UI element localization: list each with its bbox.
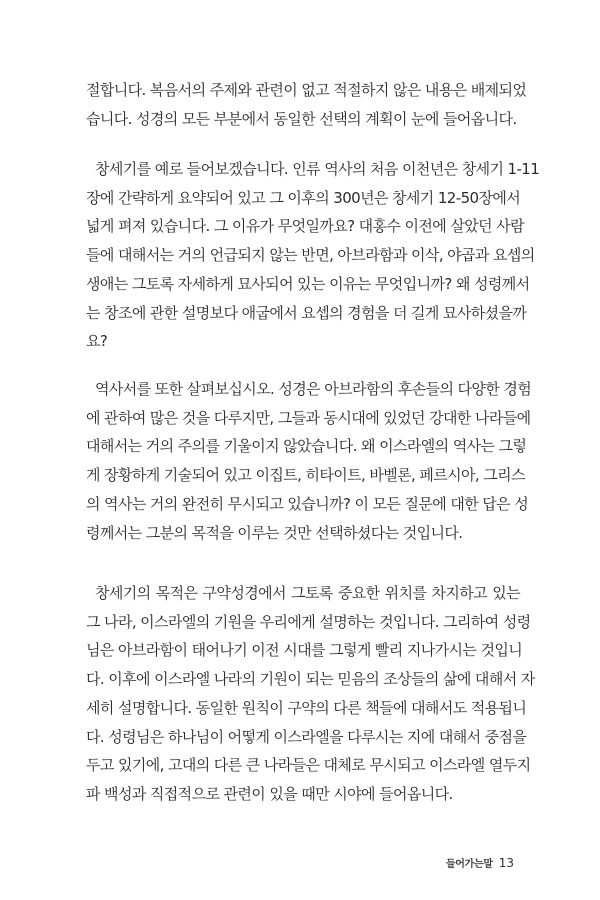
paragraph-continued (86, 76, 527, 133)
text-line: 의 역사는 거의 완전히 무시되고 있습니까? 이 모든 질문에 대한 답은 성 (86, 494, 529, 513)
text-line: 두고 있기에, 고대의 다른 큰 나라들은 대체로 무시되고 이스라엘 열두지 (86, 756, 531, 775)
text-line: 파 백성과 직접적으로 관련이 있을 때만 시야에 들어옵니다. (86, 784, 453, 803)
text-line: 창세기를 예로 들어보겠습니다. 인류 역사의 처음 이천년은 창세기 1-11 (95, 160, 540, 178)
text-line: 세히 설명합니다. 동일한 원칙이 구약의 다른 책들에 대해서도 적용됩니 (86, 698, 527, 717)
text-line: 요? (86, 332, 108, 351)
text-line: 는 창조에 관한 설명보다 애굽에서 요셉의 경험을 더 길게 묘사하셨을까 (86, 303, 527, 322)
page-footer (446, 855, 514, 870)
text-line: 들에 대해서는 거의 언급되지 않는 반면, 아브라함과 이삭, 야곱과 요셉의 (86, 246, 535, 265)
text-line: 절합니다. 복음서의 주제와 관련이 없고 적절하지 않은 내용은 배제되었 (86, 81, 527, 99)
text-line: 넓게 펴져 있습니다. 그 이유가 무엇일까요? 대홍수 이전에 살았던 사람 (86, 217, 524, 236)
page-number: 13 (498, 856, 514, 870)
text-line: 게 장황하게 기술되어 있고 이집트, 히타이트, 바벨론, 페르시아, 그리스 (86, 466, 525, 485)
paragraph-genesis-purpose (86, 579, 535, 809)
text-line: 님은 아브라함이 태어나기 이전 시대를 그렇게 빨리 지나가시는 것입니 (86, 641, 523, 660)
text-line: 창세기의 목적은 구약성경에서 그토록 중요한 위치를 차지하고 있는 (95, 584, 520, 602)
text-line: 생애는 그토록 자세하게 묘사되어 있는 이유는 무엇입니까? 왜 성령께서 (86, 274, 530, 293)
text-line: 장에 간략하게 요약되어 있고 그 이후의 300년은 창세기 12-50장에서 (86, 188, 521, 207)
text-line: 령께서는 그분의 목적을 이루는 것만 선택하셨다는 것입니다. (86, 523, 463, 542)
text-line: 습니다. 성경의 모든 부분에서 동일한 선택의 계획이 눈에 들어옵니다. (86, 109, 517, 128)
text-line: 다. 이후에 이스라엘 나라의 기원이 되는 믿음의 조상들의 삶에 대해서 자 (86, 670, 535, 689)
paragraph-genesis-example (86, 155, 540, 356)
text-line: 대해서는 거의 주의를 기울이지 않았습니다. 왜 이스라엘의 역사는 그렇 (86, 437, 527, 456)
paragraph-historical-books (86, 375, 532, 547)
text-line: 그 나라, 이스라엘의 기원을 우리에게 설명하는 것입니다. 그리하여 성령 (86, 612, 531, 631)
text-line: 다. 성령님은 하나님이 어떻게 이스라엘을 다루시는 지에 대해서 중점을 (86, 727, 527, 746)
text-line: 역사서를 또한 살펴보십시오. 성경은 아브라함의 후손들의 다양한 경험 (95, 380, 532, 398)
text-line: 에 관하여 많은 것을 다루지만, 그들과 동시대에 있었던 강대한 나라들에 (86, 408, 531, 427)
section-title: 들어가는말 (445, 859, 493, 870)
